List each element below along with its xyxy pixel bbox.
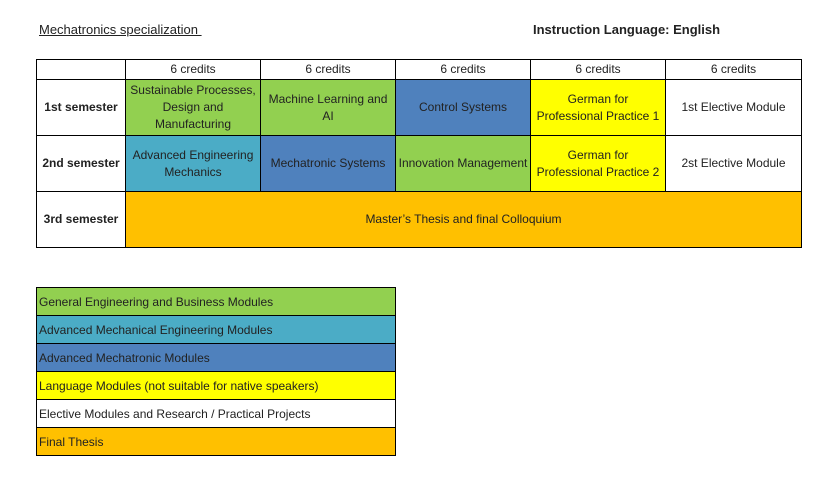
semester-row-1	[37, 80, 802, 136]
module-cell: German for Professional Practice 1	[531, 80, 666, 136]
semester-row-3	[37, 192, 802, 248]
legend-item: General Engineering and Business Modules	[37, 288, 396, 316]
credits-header-row	[37, 60, 802, 80]
semester-label: 3rd semester	[37, 192, 126, 248]
credits-header: 6 credits	[396, 60, 531, 80]
module-cell: Machine Learning and AI	[261, 80, 396, 136]
legend-item: Advanced Mechatronic Modules	[37, 344, 396, 372]
semester-label: 1st semester	[37, 80, 126, 136]
module-cell: Innovation Management	[396, 136, 531, 192]
color-legend	[36, 287, 396, 456]
thesis-cell: Master’s Thesis and final Colloquium	[126, 192, 802, 248]
module-cell: 2st Elective Module	[666, 136, 802, 192]
study-plan-table	[36, 59, 802, 248]
credits-header: 6 credits	[261, 60, 396, 80]
legend-item: Advanced Mechanical Engineering Modules	[37, 316, 396, 344]
credits-header: 6 credits	[126, 60, 261, 80]
legend-item: Language Modules (not suitable for native speakers)	[37, 372, 396, 400]
module-cell: 1st Elective Module	[666, 80, 802, 136]
module-cell: Sustainable Processes, Design and Manufacturing	[126, 80, 261, 136]
credits-header: 6 credits	[531, 60, 666, 80]
credits-header: 6 credits	[666, 60, 802, 80]
module-cell: German for Professional Practice 2	[531, 136, 666, 192]
legend-item: Final Thesis	[37, 428, 396, 456]
module-cell: Advanced Engineering Mechanics	[126, 136, 261, 192]
semester-label: 2nd semester	[37, 136, 126, 192]
legend-item: Elective Modules and Research / Practical Projects	[37, 400, 396, 428]
semester-row-2	[37, 136, 802, 192]
module-cell: Mechatronic Systems	[261, 136, 396, 192]
corner-cell	[37, 60, 126, 80]
module-cell: Control Systems	[396, 80, 531, 136]
instruction-language: Instruction Language: English	[533, 22, 721, 37]
page-title: Mechatronics specialization	[39, 22, 202, 37]
